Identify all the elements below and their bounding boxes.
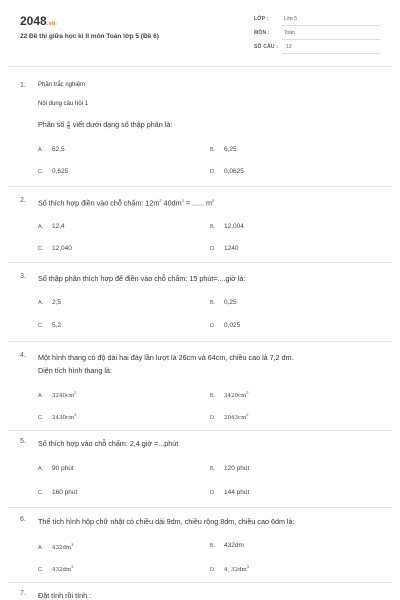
site-logo[interactable]: 2048.vn	[20, 14, 56, 28]
question-text: Đặt tính rồi tính :	[38, 591, 92, 600]
option-c[interactable]: C. 160 phút	[38, 489, 78, 496]
document-header	[0, 0, 400, 64]
option-d[interactable]: D. 4, $32dm^3$	[210, 564, 249, 574]
option-a[interactable]: A. 2,5	[38, 299, 62, 306]
meta-class-value: Lớp 5	[284, 16, 298, 22]
question-text-line-2: Diện tích hình thang là:	[38, 366, 112, 375]
question-text: Số thập phân thích hợp để điền vào chỗ chấm: 15 phút=....giờ là:	[38, 274, 246, 283]
option-b[interactable]: B. 432dm	[210, 542, 244, 549]
option-b[interactable]: B. 6,25	[210, 146, 237, 153]
question-text: Thể tích hình hộp chữ nhật có chiều dài 9dm, chiều rộng 8dm, chiều cao 6dm là:	[38, 517, 295, 526]
option-c[interactable]: C. $2430cm^2$	[38, 412, 77, 422]
question-divider	[8, 507, 392, 508]
question-text: Một hình thang có độ dài hai đáy lần lượt là 26cm và 64cm, chiều cao là 7,2 dm.	[38, 353, 294, 362]
question-divider	[8, 582, 392, 583]
section-heading: Phần trắc nghiệm	[38, 82, 86, 88]
question-subheading: Nội dung câu hỏi 1	[38, 101, 89, 107]
option-a[interactable]: A. $3240cm^2$	[38, 390, 77, 400]
option-a[interactable]: A. 12,4	[38, 223, 65, 230]
option-c[interactable]: C. $432dm^2$	[38, 564, 74, 574]
question-number: 3.	[20, 273, 26, 280]
question-number: 1.	[20, 82, 26, 89]
question-number: 5.	[20, 438, 26, 445]
option-b[interactable]: B. $3420cm^2$	[210, 390, 249, 400]
meta-class-row	[254, 14, 380, 26]
option-d[interactable]: D. 0,0625	[210, 168, 244, 175]
meta-subject-row	[254, 28, 380, 40]
question-number: 7.	[20, 590, 26, 597]
fraction: $\frac{5}{8}$	[67, 119, 70, 130]
option-c[interactable]: C. 5,2	[38, 322, 62, 329]
option-d[interactable]: D. 144 phút	[210, 489, 250, 496]
header-divider	[8, 66, 392, 67]
question-divider	[8, 186, 392, 187]
option-d[interactable]: D. $2043cm^2$	[210, 412, 249, 422]
meta-count-label: SỐ CÂU :	[254, 44, 279, 50]
meta-subject-label: MÔN :	[254, 30, 270, 36]
meta-count-row	[254, 42, 380, 54]
meta-class-label: LỚP :	[254, 16, 269, 22]
meta-count-value: 13	[286, 44, 292, 50]
question-number: 4.	[20, 352, 26, 359]
option-c[interactable]: C. 12,040	[38, 245, 72, 252]
meta-underline	[282, 53, 380, 54]
meta-subject-value: Toán	[284, 30, 295, 36]
option-b[interactable]: B. 120 phút	[210, 465, 250, 472]
option-a[interactable]: A. 62,5	[38, 146, 65, 153]
document-title: 22 Đề thi giữa học kì II môn Toán lớp 5 (Đề 6)	[20, 33, 159, 40]
question-number: 2.	[20, 197, 26, 204]
question-divider	[8, 430, 392, 431]
option-b[interactable]: B. 12,004	[210, 223, 244, 230]
option-a[interactable]: A. 90 phút	[38, 465, 74, 472]
question-text: Phân số $\frac{5}{8}$ viết dưới dạng số thập phân là:	[38, 119, 173, 130]
option-a[interactable]: A. $432dm^3$	[38, 542, 74, 552]
option-d[interactable]: D. 1240	[210, 245, 239, 252]
option-d[interactable]: D. 0,025	[210, 322, 241, 329]
question-number: 6.	[20, 516, 26, 523]
meta-underline	[282, 25, 380, 26]
question-divider	[8, 341, 392, 342]
meta-underline	[282, 39, 380, 40]
question-text: Số thích hợp điền vào chỗ chấm: $12m^2$ $40dm^2$ = ...... $m^2$	[38, 198, 215, 208]
question-text: Số thích hợp vào chỗ chấm: 2,4 giờ =...phút	[38, 439, 179, 448]
question-divider	[8, 262, 392, 263]
option-b[interactable]: B. 0,25	[210, 299, 237, 306]
option-c[interactable]: C. 0,625	[38, 168, 69, 175]
